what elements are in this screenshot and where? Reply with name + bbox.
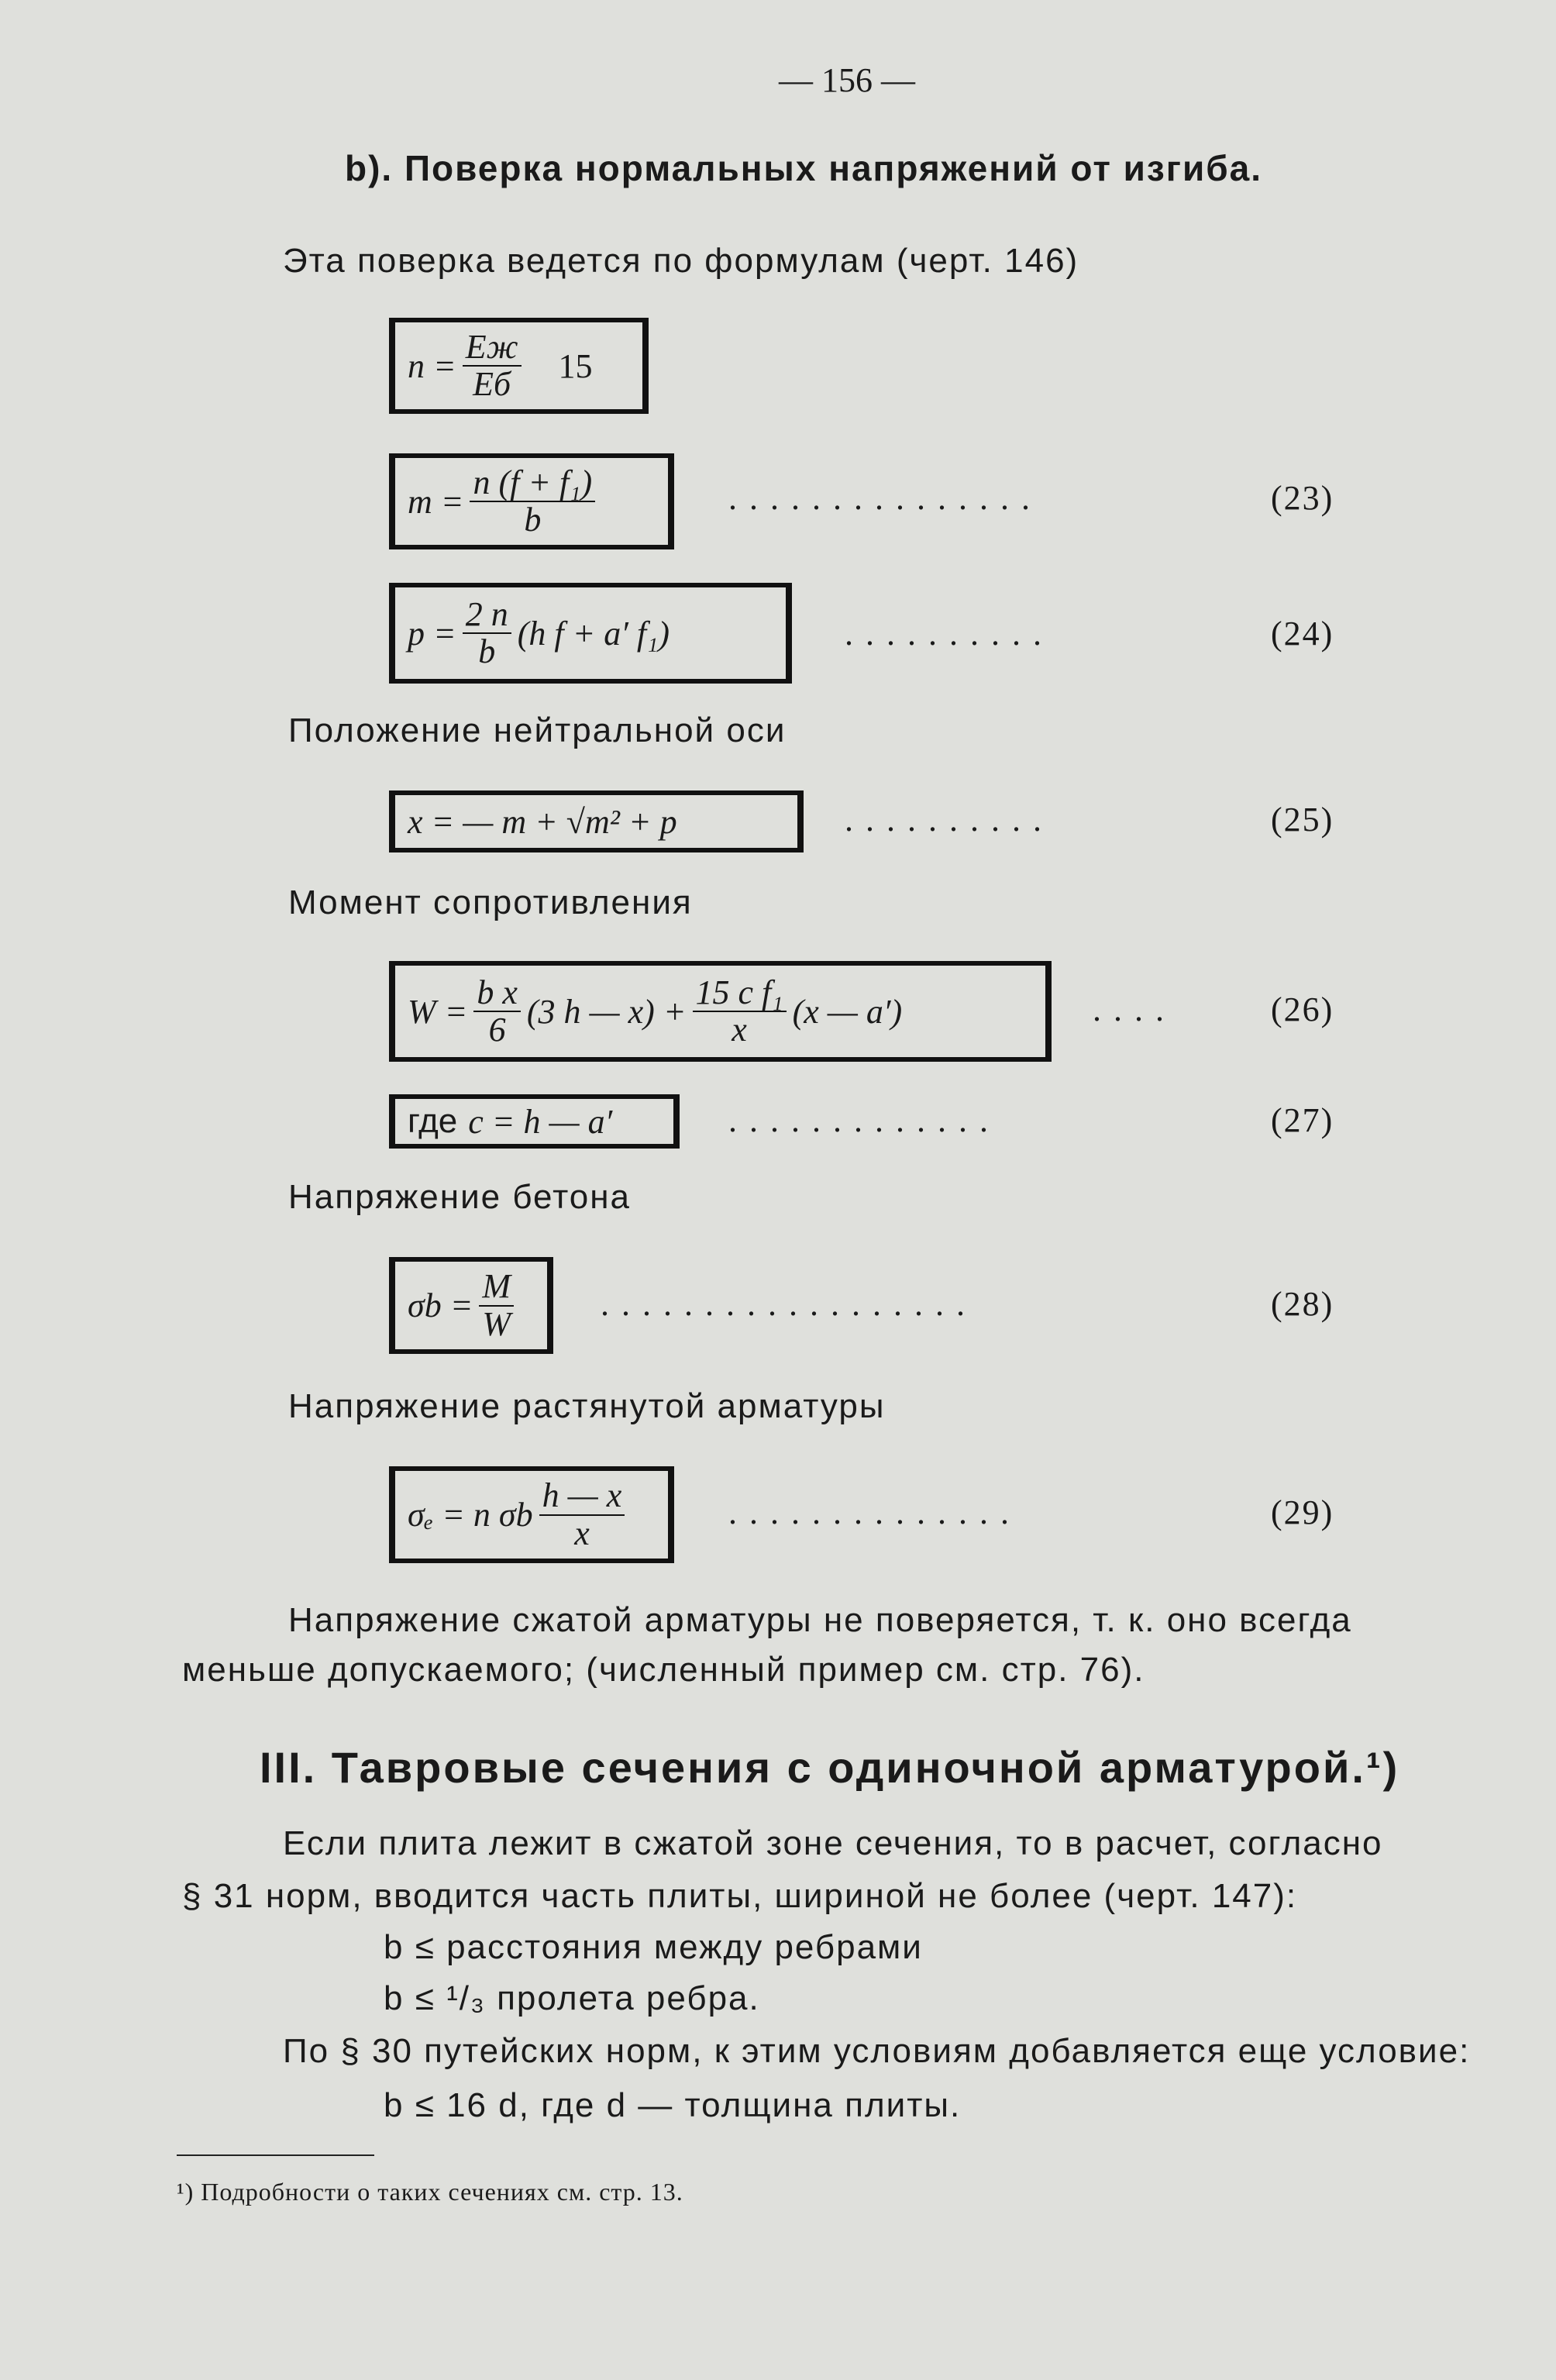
formula-29-lhs: σₑ = n σb [408, 1496, 533, 1534]
formula-26-box [389, 961, 1052, 1062]
condition-3: b ≤ 16 d, где d — толщина плиты. [384, 2086, 962, 2124]
formula-23-fraction [470, 465, 595, 538]
formula-23-lhs: m = [408, 482, 464, 521]
formula-25-leader: .......... [845, 801, 1054, 839]
formula-26-denominator-2: x [732, 1011, 747, 1049]
document-page: — 156 — b). Поверка нормальных напряжений от изгиба. Эта поверка ведется по формулам (черт. 146) n = $\frac{Eж}{Eб}$ 15 m = $\frac{\text{n (f + f₁)}}{b}$ ............... (23) p = $\frac{2 n}{b}$ (h f + a′ f₁) .......... (24) Положение нейтральной оси x = — m + √m² + p .......... (25) Момент сопротивления W = $\frac{\text{b x}}{6}$ (3 h — x) + $\frac{\text{15 c f₁}}{x}$ (x — a′) .... (26) где c = h — a′ ............. (27) Напряжение бетона σb = $\frac{M}{W}$ .................. (28) Напряжение растянутой арматуры σₑ = n σb $\frac{h — x}{x}$ .............. (29) Напряжение сжатой арматуры не поверяется, т. к. оно всегда меньше допускаемого; (численный пример см. стр. 76). III. Тавровые сечения с одиночной арматурой.¹) Если плита лежит в сжатой зоне сечения, то в расчет, согласно § 31 норм, вводится часть плиты, шириной не более (черт. 147): b ≤ расстояния между ребрами b ≤ ¹/₃ пролета ребра. По § 30 путейских норм, к этим условиям добавляется еще условие: b ≤ 16 d, где d — толщина плиты. ¹) Подробности о таких сечениях см. стр. 13. [177, 61, 1471, 2206]
formula-27-box [389, 1094, 680, 1149]
formula-26-fraction-1 [473, 975, 521, 1048]
formula-26-denominator-1: 6 [488, 1011, 506, 1049]
formula-29-number: (29) [1271, 1493, 1334, 1531]
formula-23-leader: ............... [728, 479, 1042, 517]
compressed-note-line-1: Напряжение сжатой арматуры не поверяется, т. к. оно всегда [288, 1601, 1352, 1639]
formula-n-lhs: n = [408, 346, 456, 385]
formula-24-denominator: b [478, 632, 496, 670]
formula-29-numerator: h — x [539, 1478, 625, 1515]
formula-24-rhs: (h f + a′ f₁) [517, 614, 670, 653]
formula-28-denominator: W [482, 1304, 511, 1343]
formula-24-box [389, 583, 792, 684]
formula-24-numerator: 2 n [463, 597, 511, 634]
para2: По § 30 путейских норм, к этим условиям добавляется еще условие: [283, 2032, 1471, 2070]
formula-28-fraction [479, 1269, 514, 1342]
formula-28-number: (28) [1271, 1285, 1334, 1323]
formula-26-fraction-2 [693, 975, 787, 1048]
formula-26-number: (26) [1271, 990, 1334, 1028]
condition-2: b ≤ ¹/₃ пролета ребра. [384, 1979, 760, 2017]
formula-27-leader: ............. [728, 1101, 1000, 1139]
neutral-axis-label: Положение нейтральной оси [288, 711, 787, 749]
formula-23-number: (23) [1271, 479, 1334, 517]
formula-28-box [389, 1257, 553, 1354]
moment-label: Момент сопротивления [288, 883, 693, 921]
formula-27-expression: c = h — a′ [468, 1102, 613, 1141]
formula-28-leader: .................. [601, 1285, 977, 1323]
formula-n-box [389, 318, 649, 414]
formula-29-leader: .............. [728, 1493, 1021, 1531]
formula-n-fraction [463, 329, 522, 402]
formula-25-box [389, 790, 804, 852]
section-b-heading: b). Поверка нормальных напряжений от изгиба. [345, 148, 1263, 188]
condition-1: b ≤ расстояния между ребрами [384, 1928, 923, 1966]
formula-26-numerator-1: b x [473, 975, 521, 1012]
formula-26-numerator-2: 15 c f₁ [693, 975, 787, 1012]
formula-29-box [389, 1466, 674, 1563]
concrete-stress-label: Напряжение бетона [288, 1178, 631, 1216]
formula-29-denominator: x [574, 1514, 590, 1552]
formula-23-numerator: n (f + f₁) [470, 465, 595, 502]
formula-28-numerator: M [479, 1269, 514, 1306]
para1-line-2: § 31 норм, вводится часть плиты, шириной не более (черт. 147): [182, 1877, 1298, 1915]
formula-n-denominator: Eб [473, 365, 511, 403]
formula-26-leader: .... [1093, 990, 1176, 1028]
footnote-divider [177, 2154, 374, 2156]
tension-reinforcement-label: Напряжение растянутой арматуры [288, 1387, 886, 1425]
formula-27-number: (27) [1271, 1101, 1334, 1139]
section-iii-heading: III. Тавровые сечения с одиночной арматурой.¹) [260, 1743, 1400, 1792]
formula-23-denominator: b [524, 501, 542, 539]
formula-n-numerator: Eж [463, 329, 522, 367]
formula-28-lhs: σb = [408, 1286, 473, 1324]
formula-27-prefix: где [408, 1102, 458, 1140]
formula-n-value: 15 [558, 346, 593, 385]
compressed-note-line-2: меньше допускаемого; (численный пример см. стр. 76). [182, 1651, 1145, 1689]
formula-26-lhs: W = [408, 992, 468, 1031]
intro-text: Эта поверка ведется по формулам (черт. 146) [283, 242, 1079, 280]
formula-26-middle: (3 h — x) + [526, 992, 687, 1031]
formula-24-lhs: p = [408, 614, 456, 653]
formula-29-fraction [539, 1478, 625, 1551]
formula-26-rhs: (x — a′) [792, 992, 903, 1031]
formula-23-box [389, 453, 674, 549]
formula-24-number: (24) [1271, 615, 1334, 653]
formula-24-fraction [463, 594, 511, 670]
para1-line-1: Если плита лежит в сжатой зоне сечения, то в расчет, согласно [283, 1824, 1383, 1862]
footnote: ¹) Подробности о таких сечениях см. стр. 13. [177, 2178, 683, 2206]
formula-25-number: (25) [1271, 801, 1334, 839]
formula-25-expression: x = — m + √m² + p [408, 802, 677, 841]
formula-24-leader: .......... [845, 615, 1054, 653]
